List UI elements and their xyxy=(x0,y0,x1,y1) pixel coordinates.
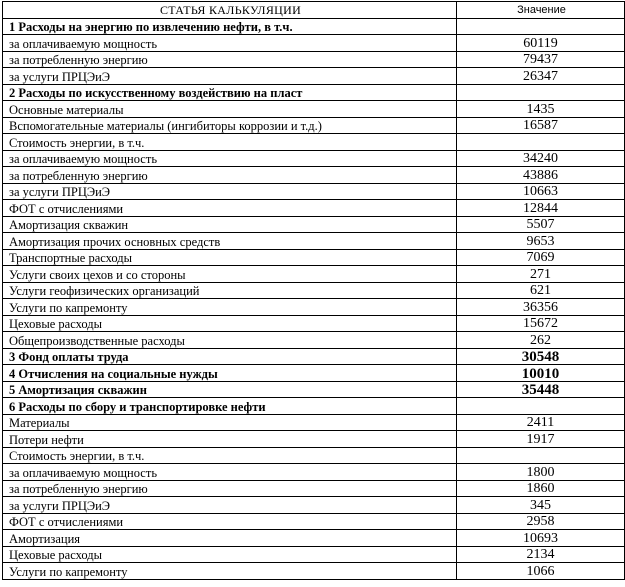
cost-item-name: ФОТ с отчислениями xyxy=(3,513,457,530)
cost-item-name: за услуги ПРЦЭиЭ xyxy=(3,68,457,85)
table-row xyxy=(3,84,625,101)
cost-item-name: Услуги по капремонту xyxy=(3,563,457,580)
table-row xyxy=(3,167,625,184)
table-header-row xyxy=(3,2,625,19)
cost-item-name: 6 Расходы по сбору и транспортировке нефти xyxy=(3,398,457,415)
table-row xyxy=(3,200,625,217)
cost-item-value: 1860 xyxy=(457,480,625,497)
cost-item-value: 10663 xyxy=(457,183,625,200)
table-row xyxy=(3,18,625,35)
cost-item-name: Цеховые расходы xyxy=(3,315,457,332)
cost-item-value: 36356 xyxy=(457,299,625,316)
table-row xyxy=(3,249,625,266)
cost-item-name: за услуги ПРЦЭиЭ xyxy=(3,497,457,514)
cost-item-value xyxy=(457,398,625,415)
cost-item-name: Цеховые расходы xyxy=(3,546,457,563)
cost-item-value: 1800 xyxy=(457,464,625,481)
cost-item-value: 2134 xyxy=(457,546,625,563)
table-row xyxy=(3,431,625,448)
cost-item-name: 1 Расходы на энергию по извлечению нефти, в т.ч. xyxy=(3,18,457,35)
table-row xyxy=(3,497,625,514)
cost-item-name: Услуги геофизических организаций xyxy=(3,282,457,299)
table-row xyxy=(3,299,625,316)
cost-item-name: Потери нефти xyxy=(3,431,457,448)
cost-item-name: Услуги по капремонту xyxy=(3,299,457,316)
table-row xyxy=(3,282,625,299)
cost-item-value: 26347 xyxy=(457,68,625,85)
cost-item-name: Стоимость энергии, в т.ч. xyxy=(3,447,457,464)
column-header-value: Значение xyxy=(457,2,625,19)
cost-item-value: 16587 xyxy=(457,117,625,134)
column-header-item: СТАТЬЯ КАЛЬКУЛЯЦИИ xyxy=(3,2,457,19)
cost-item-value: 5507 xyxy=(457,216,625,233)
cost-item-value xyxy=(457,18,625,35)
table-row xyxy=(3,134,625,151)
cost-item-value: 79437 xyxy=(457,51,625,68)
cost-item-value xyxy=(457,447,625,464)
cost-item-name: Общепроизводственные расходы xyxy=(3,332,457,349)
cost-item-name: ФОТ с отчислениями xyxy=(3,200,457,217)
cost-item-name: Амортизация прочих основных средств xyxy=(3,233,457,250)
table-row xyxy=(3,381,625,398)
cost-item-name: за оплачиваемую мощность xyxy=(3,150,457,167)
table-row xyxy=(3,398,625,415)
cost-item-value: 345 xyxy=(457,497,625,514)
table-row xyxy=(3,183,625,200)
table-row xyxy=(3,546,625,563)
table-row xyxy=(3,101,625,118)
table-row xyxy=(3,315,625,332)
cost-item-name: Услуги своих цехов и со стороны xyxy=(3,266,457,283)
cost-item-name: за услуги ПРЦЭиЭ xyxy=(3,183,457,200)
cost-item-value: 1066 xyxy=(457,563,625,580)
cost-item-value: 30548 xyxy=(457,348,625,365)
cost-item-value: 1435 xyxy=(457,101,625,118)
cost-item-value xyxy=(457,84,625,101)
cost-item-name: 2 Расходы по искусственному воздействию на пласт xyxy=(3,84,457,101)
cost-item-value: 34240 xyxy=(457,150,625,167)
cost-item-name: 3 Фонд оплаты труда xyxy=(3,348,457,365)
table-row xyxy=(3,480,625,497)
cost-item-name: за оплачиваемую мощность xyxy=(3,35,457,52)
cost-item-name: за оплачиваемую мощность xyxy=(3,464,457,481)
cost-item-value: 12844 xyxy=(457,200,625,217)
cost-item-name: Амортизация скважин xyxy=(3,216,457,233)
cost-item-value: 2958 xyxy=(457,513,625,530)
table-row xyxy=(3,51,625,68)
table-row xyxy=(3,68,625,85)
cost-item-name: за потребленную энергию xyxy=(3,51,457,68)
table-row xyxy=(3,117,625,134)
table-row xyxy=(3,35,625,52)
table-body xyxy=(3,18,625,579)
cost-calculation-table xyxy=(2,1,625,580)
table-row xyxy=(3,563,625,580)
cost-item-value xyxy=(457,134,625,151)
cost-item-value: 7069 xyxy=(457,249,625,266)
cost-item-name: за потребленную энергию xyxy=(3,167,457,184)
table-row xyxy=(3,513,625,530)
table-row xyxy=(3,150,625,167)
table-row xyxy=(3,365,625,382)
table-row xyxy=(3,266,625,283)
cost-item-name: Материалы xyxy=(3,414,457,431)
cost-item-value: 262 xyxy=(457,332,625,349)
cost-item-name: Вспомогательные материалы (ингибиторы коррозии и т.д.) xyxy=(3,117,457,134)
table-row xyxy=(3,233,625,250)
cost-item-value: 9653 xyxy=(457,233,625,250)
table-row xyxy=(3,530,625,547)
table-row xyxy=(3,332,625,349)
cost-item-value: 43886 xyxy=(457,167,625,184)
cost-item-value: 60119 xyxy=(457,35,625,52)
cost-item-value: 35448 xyxy=(457,381,625,398)
table-row xyxy=(3,447,625,464)
table-row xyxy=(3,464,625,481)
table-row xyxy=(3,348,625,365)
cost-item-name: Транспортные расходы xyxy=(3,249,457,266)
table-row xyxy=(3,216,625,233)
table-row xyxy=(3,414,625,431)
cost-item-value: 2411 xyxy=(457,414,625,431)
cost-item-value: 271 xyxy=(457,266,625,283)
cost-item-name: Основные материалы xyxy=(3,101,457,118)
cost-item-value: 15672 xyxy=(457,315,625,332)
cost-item-name: Стоимость энергии, в т.ч. xyxy=(3,134,457,151)
cost-item-value: 1917 xyxy=(457,431,625,448)
cost-item-name: 5 Амортизация скважин xyxy=(3,381,457,398)
cost-item-name: за потребленную энергию xyxy=(3,480,457,497)
cost-item-name: 4 Отчисления на социальные нужды xyxy=(3,365,457,382)
cost-item-value: 10010 xyxy=(457,365,625,382)
cost-item-name: Амортизация xyxy=(3,530,457,547)
cost-item-value: 621 xyxy=(457,282,625,299)
cost-item-value: 10693 xyxy=(457,530,625,547)
